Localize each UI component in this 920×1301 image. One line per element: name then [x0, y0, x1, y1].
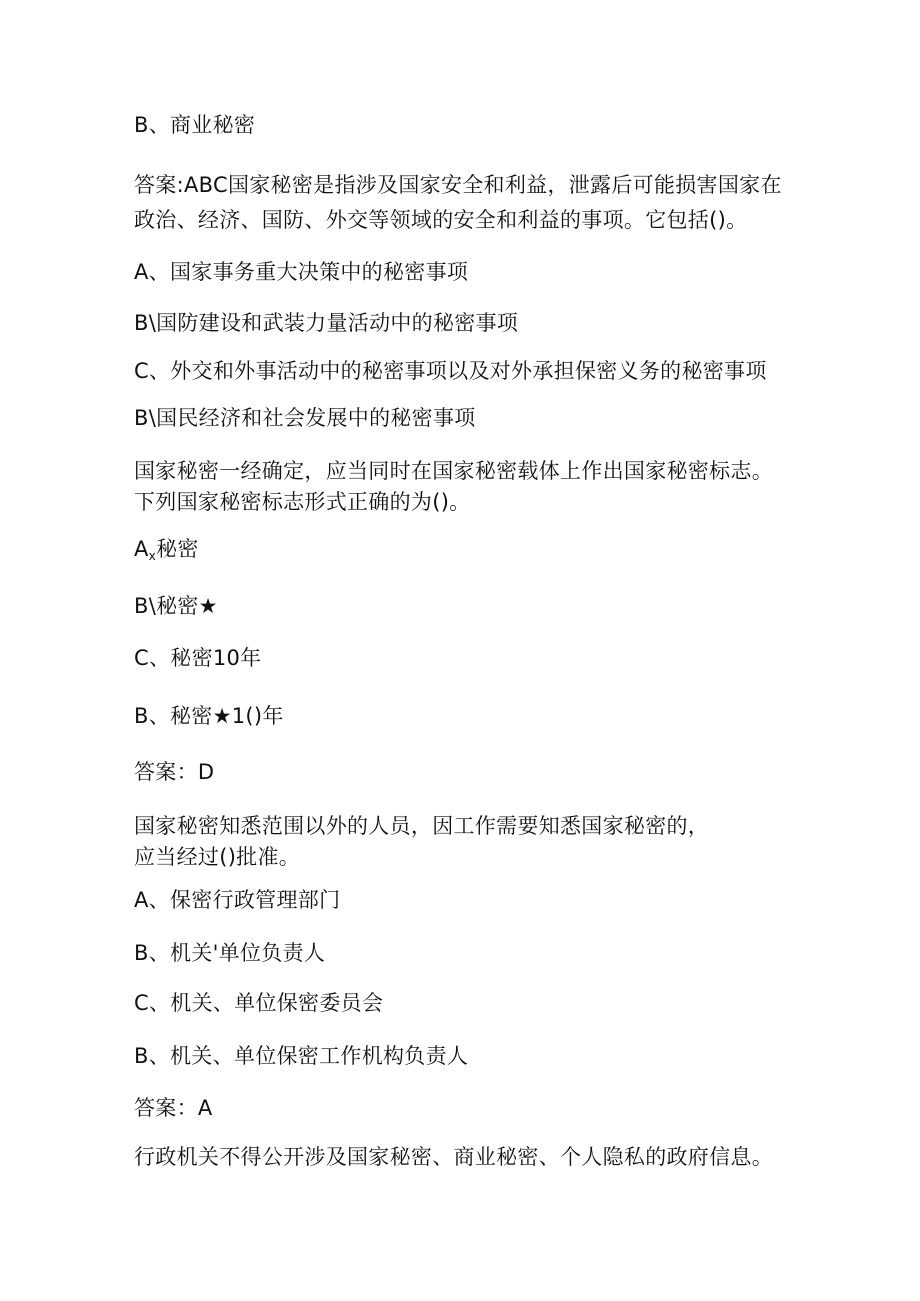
option-a-text: 秘密 [156, 537, 199, 561]
option-b-defense: B\国防建设和武装力量活动中的秘密事项 [134, 311, 519, 335]
option-b-economy: B\国民经济和社会发展中的秘密事项 [134, 406, 476, 430]
option-c-secret-10-years: C、秘密10年 [134, 646, 262, 670]
option-b-secret-star-years: B、秘密★1()年 [134, 704, 284, 728]
question-approval-line-1: 国家秘密知悉范围以外的人员，因工作需要知悉国家秘密的， [134, 814, 710, 838]
question-marking-line-1: 国家秘密一经确定，应当同时在国家秘密载体上作出国家秘密标志。 [134, 459, 773, 483]
option-a-subscript: x [148, 549, 157, 563]
option-c-foreign-affairs: C、外交和外事活动中的秘密事项以及对外承担保密义务的秘密事项 [134, 359, 767, 383]
question-marking-line-2: 下列国家秘密标志形式正确的为()。 [134, 490, 471, 514]
option-b-secrecy-office-head: B、机关、单位保密工作机构负责人 [134, 1044, 469, 1068]
answer-d: 答案：D [134, 760, 215, 784]
option-a-secret [134, 535, 199, 571]
answer-a: 答案：A [134, 1096, 213, 1120]
question-approval-line-2: 应当经过()批准。 [134, 845, 301, 869]
option-b-secret-star: B\秘密★ [134, 594, 218, 618]
option-b-commercial-secret: B、商业秘密 [134, 113, 256, 137]
option-b-unit-head: B、机关'单位负责人 [134, 941, 326, 965]
option-a-state-affairs: A、国家事务重大决策中的秘密事项 [134, 260, 469, 284]
option-a-admin-dept: A、保密行政管理部门 [134, 888, 341, 912]
statement-government-info: 行政机关不得公开涉及国家秘密、商业秘密、个人隐私的政府信息。 [134, 1145, 773, 1169]
answer-abc-text-line-1: 答案:ABC国家秘密是指涉及国家安全和利益，泄露后可能损害国家在 [134, 173, 782, 197]
answer-abc-text-line-2: 政治、经济、国防、外交等领域的安全和利益的事项。它包括()。 [134, 208, 748, 232]
option-c-secrecy-committee: C、机关、单位保密委员会 [134, 991, 384, 1015]
option-a-prefix: A [134, 537, 149, 561]
